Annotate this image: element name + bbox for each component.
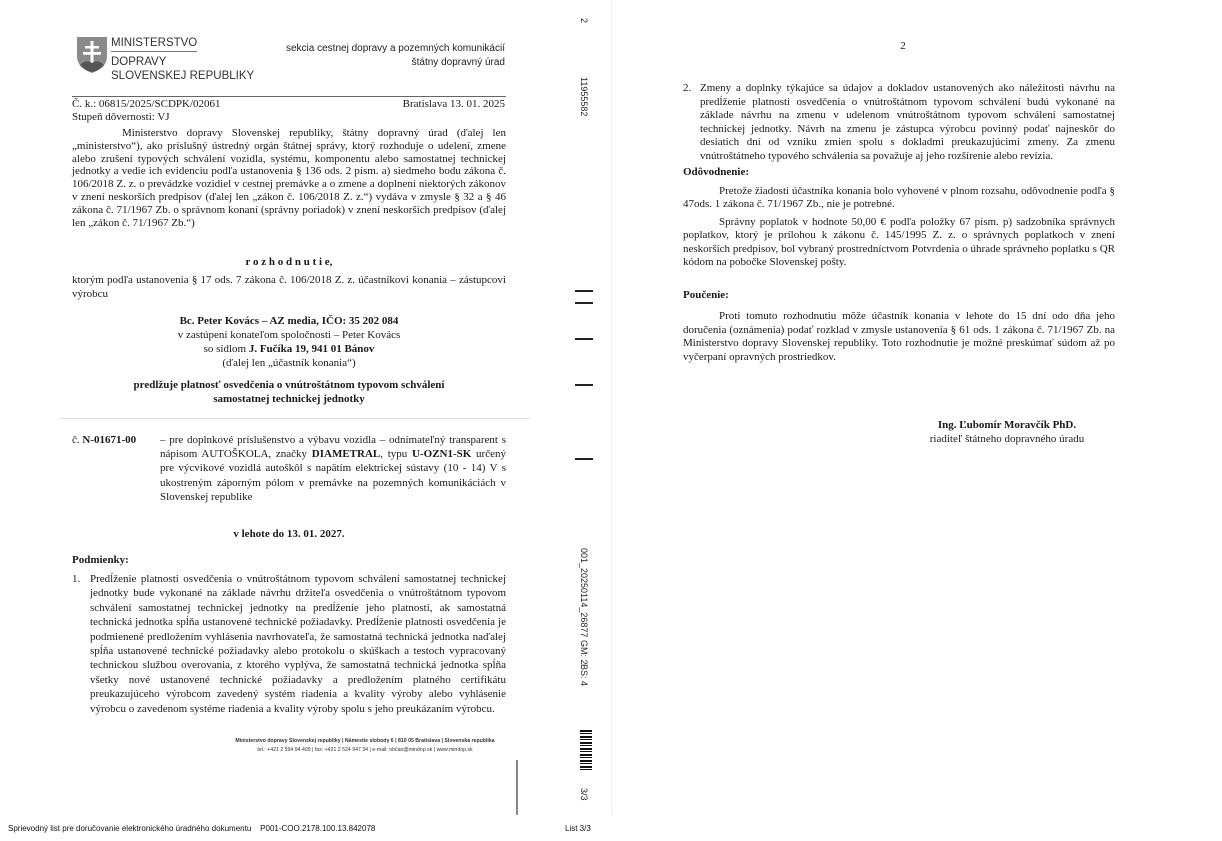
- certificate-label: [72, 433, 160, 447]
- justification-title: Odôvodnenie:: [683, 166, 750, 178]
- office-name: štátny dopravný úrad: [411, 57, 505, 68]
- slovak-coat-of-arms-icon: [76, 36, 108, 74]
- seat-address: J. Fučíka 19, 941 01 Bánov: [248, 343, 375, 355]
- signatory-name: Ing. Ľubomír Moravčík PhD.: [937, 419, 1077, 431]
- instruction-paragraph: Proti tomuto rozhodnutiu môže účastník konania v lehote do 15 dní odo dňa jeho doručenia (oznámenia) podať rozklad v zmysle ustanovenia § 61 ods. 1 zákona č. 71/1967 Zb. na Ministerstvo dopravy Slovenskej republiky. Toto rozhodnutie je možné preskúmať súdom až po vyčerpaní opravných prostriedkov.: [683, 310, 1115, 363]
- page-divider: [611, 0, 612, 815]
- intro-paragraph: Ministerstvo dopravy Slovenskej republiky, štátny dopravný úrad (ďalej len „ministerstvo“), ako príslušný ústredný orgán štátnej správy, ktorý rozhoduje o udelení, zmene alebo zrušení typových schválení vozidla, systému, komponentu alebo samostatnej technickej jednotky a vedie ich evidenciu podľa ustanovenia § 136 ods. 2 písm. a) siedmeho bodu zákona č. 106/2018 Z. z. o prevádzke vozidiel v cestnej premávke a o zmene a doplnení niektorých zákonov v znení neskorších predpisov (ďalej len „zákon č. 106/2018 Z. z.“) vydáva v zmysle § 32 a § 46 zákona č. 71/1967 Zb. o správnom konaní (správny poriadok) v znení neskorších predpisov (ďalej len „zákon č. 71/1967 Zb.“): [72, 127, 506, 229]
- sheet-number: List 3/3: [565, 824, 591, 833]
- justification-paragraph-2: Správny poplatok v hodnote 50,00 € podľa položky 67 písm. p) sadzobníka správnych poplatkov, ktorý je prílohou k zákonu č. 145/1995 Z. z. o správnych poplatkoch v znení neskorších predpisov, bol vybraný prostredníctvom Potvrdenia o úhrade správneho poplatku s QR kódom na pobočke Slovenskej pošty.: [683, 216, 1115, 269]
- decision-title: r o z h o d n u t i e,: [245, 256, 333, 268]
- condition-2-number: 2.: [683, 82, 692, 94]
- side-document-id: 11955582: [579, 77, 589, 117]
- instruction-title: Poučenie:: [683, 289, 729, 301]
- decision-action: predlžuje platnosť osvedčenia o vnútroštátnom typovom schválení samostatnej technickej jednotky: [133, 379, 445, 405]
- validity-date: v lehote do 13. 01. 2027.: [233, 528, 345, 540]
- separator-mark: [575, 384, 593, 386]
- cover-sheet-label: Sprievodný list pre doručovanie elektronického úradného dokumentu P001-COO.2178.100.13.842078: [8, 824, 376, 833]
- header-divider: [72, 96, 506, 97]
- side-page-marker: 2: [579, 18, 589, 24]
- classification: Stupeň dôvernosti: VJ: [72, 111, 170, 123]
- reference-number: Č. k.: 06815/2025/SCDPK/02061: [72, 98, 221, 110]
- separator-mark: [575, 338, 593, 340]
- barcode-icon: [580, 730, 592, 770]
- party-name: Bc. Peter Kovács – AZ media, IČO: 35 202 084: [179, 315, 399, 327]
- certificate-description: [160, 433, 506, 504]
- certificate-brand: DIAMETRAL: [311, 448, 381, 461]
- signature-block: [897, 418, 1117, 446]
- section-divider: [60, 418, 530, 419]
- side-batch-id: 001_20250114_26877: [579, 548, 589, 638]
- party-alias: (ďalej len „účastník konania“): [222, 357, 356, 369]
- cert-prefix: č.: [72, 434, 83, 446]
- party-representative: v zastúpení konateľom spoločnosti – Peter Kovács: [177, 329, 401, 341]
- footer-address: Ministerstvo dopravy Slovenskej republiky | Námestie slobody 6 | 810 05 Bratislava | Slovenská republika: [235, 738, 495, 744]
- cert-desc-part: určený pre výcvikové vozidlá autoškôl s napätím elektrickej sústavy (10 - 14) V s ukostreným záporným pólom v premávke na pozemných komunikáciách v Slovenskej republike: [160, 448, 506, 503]
- signatory-role: riaditeľ štátneho dopravného úradu: [929, 433, 1085, 445]
- separator-mark: [575, 302, 593, 304]
- cert-desc-part: – pre doplnkové príslušenstvo a výbavu vozidla – odnímateľný transparent s nápisom AUTOŠKOLA, značky: [160, 434, 506, 461]
- party-seat: [72, 342, 506, 356]
- side-gm: GM: 2: [579, 640, 589, 665]
- decision-text: ktorým podľa ustanovenia § 17 ods. 7 zákona č. 106/2018 Z. z. účastníkovi konania – zástupcovi výrobcu: [72, 274, 506, 300]
- conditions-title: Podmienky:: [72, 554, 129, 566]
- scan-edge-line: [516, 760, 518, 815]
- condition-2-text: Zmeny a doplnky týkajúce sa údajov a dokladov ustanovených ako náležitosti návrhu na predĺženie platnosti osvedčenia o vnútroštátnom typovom schválení budú vykonané na základe návrhu na zmenu v udelenom vnútroštátnom typovom schválení samostatnej technickej jednotky. Návrh na zmenu je zástupca výrobcu povinný podať najneskôr do desiatich dní od vzniku zmien spolu s dokladmi preukazujúcimi zmeny. Za zmenu vnútroštátneho typového schválenia sa považuje aj jeho rozšírenie alebo revízia.: [700, 82, 1115, 162]
- footer-contacts: tel.: +421 2 594 94 409 | fax: +421 2 524 947 34 | e-mail: občan@mindop.sk | www.mindop.sk: [257, 747, 473, 753]
- certificate-number: N-01671-00: [82, 434, 137, 446]
- condition-2: [683, 82, 1115, 164]
- page-number: 2: [900, 40, 906, 52]
- logo-line-3: SLOVENSKEJ REPUBLIKY: [111, 70, 255, 82]
- cert-desc-part: , typu: [380, 448, 413, 461]
- place-date: Bratislava 13. 01. 2025: [402, 98, 505, 110]
- header-department: [250, 42, 505, 70]
- ministry-footer: [205, 737, 525, 755]
- logo-line-1: MINISTERSTVO: [111, 36, 197, 52]
- logo-line-2: DOPRAVY: [111, 56, 167, 68]
- side-bs: BS: 4: [579, 664, 589, 687]
- certificate-type: U-OZN1-SK: [412, 448, 472, 461]
- ministry-logo-text: [111, 36, 254, 83]
- certificate-block: [72, 433, 506, 504]
- reference-block: [72, 98, 221, 124]
- side-pages: 3/3: [579, 788, 589, 801]
- separator-mark: [575, 458, 593, 460]
- condition-1: [72, 572, 506, 716]
- condition-1-number: 1.: [72, 573, 81, 585]
- seat-prefix: so sídlom: [203, 343, 249, 355]
- party-block: [72, 314, 506, 370]
- justification-paragraph-1: Pretože žiadosti účastníka konania bolo vyhovené v plnom rozsahu, odôvodnenie podľa § 47ods. 1 zákona č. 71/1967 Zb., nie je potrebné.: [683, 185, 1115, 211]
- department-name: sekcia cestnej dopravy a pozemných komunikácií: [286, 43, 505, 54]
- separator-mark: [575, 290, 593, 292]
- condition-1-text: Predĺženie platnosti osvedčenia o vnútroštátnom typovom schválení samostatnej technickej jednotky bude vykonané na základe návrhu držiteľa osvedčenia o vnútroštátnom typovom schválení samostatnej technickej jednotky na predĺženie jeho platnosti, ak samostatná technická jednotka spĺňa ustanovené technické požiadavky. Predĺženie platnosti osvedčenia je podmienené predložením vyhlásenia navrhovateľa, že samostatná technická jednotka naďalej spĺňa ustanovené technické požiadavky alebo protokolu o skúškach a testoch vypracovaný technickou službou overovania, z ktorého vyplýva, že samostatná technická jednotka spĺňa všetky nové ustanovené technické požiadavky a predložením platného certifikátu preukazujúceho výrobcom zavedený systém riadenia a kvality výroby alebo vyhlásenie výrobcu o zavedenom systéme riadenia a kvality výroby spolu s jeho preukázaním výrobcu.: [90, 573, 506, 715]
